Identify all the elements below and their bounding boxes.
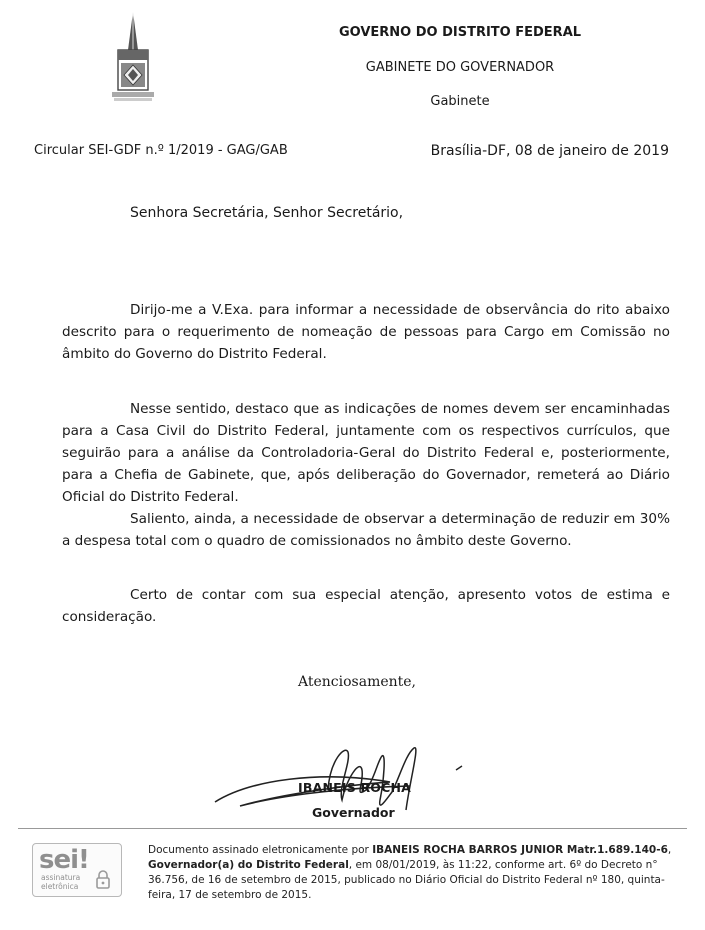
body-paragraph: Dirijo-me a V.Exa. para informar a necessidade de observância do rito abaixo descrito para o requerimento de nomeação de pessoas para Cargo em Comissão no âmbito do Governo do Distrito Federal.	[62, 302, 670, 362]
lock-icon	[95, 869, 111, 889]
body-paragraph: Certo de contar com sua especial atenção, apresento votos de estima e consideração.	[62, 587, 670, 625]
electronic-signature-notice: Documento assinado eletronicamente por IBANEIS ROCHA BARROS JUNIOR Matr.1.689.140-6, Governador(a) do Distrito Federal, em 08/01/2019, às 11:22, conforme art. 6º do Decreto n° 36.756, de 16 de setembro de 2015, publicado no Diário Oficial do Distrito Federal nº 180, quinta-feira, 17 de setembro de 2015.	[148, 844, 672, 901]
signer-role: Governador(a) do Distrito Federal	[148, 859, 349, 871]
salutation: Senhora Secretária, Senhor Secretário,	[130, 205, 404, 221]
org-title: GOVERNO DO DISTRITO FEDERAL	[338, 25, 582, 40]
sei-seal	[32, 843, 122, 897]
body-paragraph: Nesse sentido, destaco que as indicações de nomes devem ser encaminhadas para a Casa Civil do Distrito Federal, juntamente com os respectivos currículos, que seguirão para a análise da Controladoria-Geral do Distrito Federal e, posteriormente, para a Chefia de Gabinete, que, após deliberação do Governador, remeterá ao Diário Oficial do Distrito Federal.	[62, 401, 670, 505]
signer-name: IBANEIS ROCHA	[298, 780, 412, 795]
sei-seal-caption: assinatura eletrônica	[41, 873, 81, 891]
document-reference: Circular SEI-GDF n.º 1/2019 - GAG/GAB	[34, 143, 288, 158]
org-unit: Gabinete	[430, 94, 490, 109]
footer-divider	[18, 828, 687, 829]
signer-title: Governador	[312, 805, 395, 820]
org-subtitle: GABINETE DO GOVERNADOR	[365, 60, 555, 75]
sei-logo-text: sei!	[39, 845, 89, 875]
signer-full-name: IBANEIS ROCHA BARROS JUNIOR Matr.1.689.140-6	[372, 844, 668, 856]
document-date: Brasília-DF, 08 de janeiro de 2019	[430, 143, 669, 159]
body-paragraph: Saliento, ainda, a necessidade de observar a determinação de reduzir em 30% a despesa total com o quadro de comissionados no âmbito deste Governo.	[62, 511, 670, 549]
closing: Atenciosamente,	[298, 674, 417, 690]
coat-of-arms-icon	[104, 10, 162, 106]
